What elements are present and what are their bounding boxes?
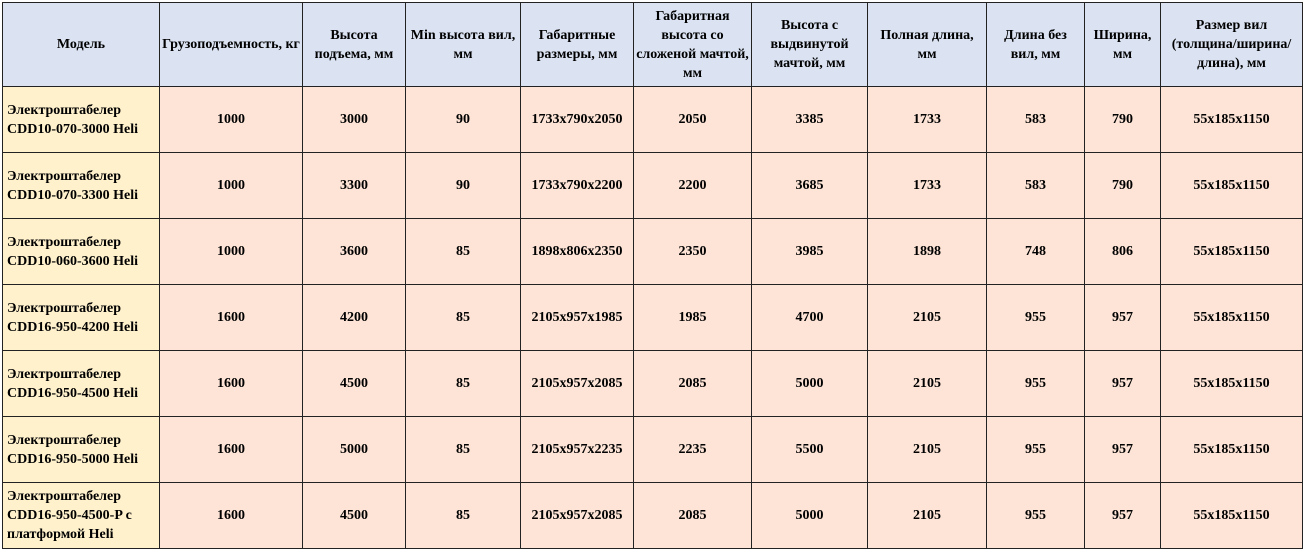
table-cell-capacity: 1600 [160, 351, 303, 417]
header-width: Ширина, мм [1085, 3, 1161, 87]
table-cell-capacity: 1000 [160, 87, 303, 153]
table-cell-lift-height: 3600 [303, 219, 406, 285]
header-min-fork-height: Min высота вил, мм [406, 3, 521, 87]
table-body [3, 87, 1303, 549]
table-cell-dimensions: 2105x957x2085 [521, 483, 634, 549]
model-cell: Электроштабелер CDD10-070-3000 Heli [3, 87, 160, 153]
table-cell-fork-size: 55x185x1150 [1161, 87, 1303, 153]
table-cell-lift-height: 4500 [303, 483, 406, 549]
table-cell-min-fork-height: 85 [406, 483, 521, 549]
table-row [3, 153, 1303, 219]
table-cell-capacity: 1600 [160, 417, 303, 483]
table-cell-length-no-forks: 955 [987, 417, 1085, 483]
table-cell-collapsed-height: 2085 [634, 351, 752, 417]
table-cell-fork-size: 55x185x1150 [1161, 483, 1303, 549]
table-cell-total-length: 1898 [868, 219, 987, 285]
table-cell-width: 957 [1085, 351, 1161, 417]
table-row [3, 219, 1303, 285]
table-cell-extended-height: 5000 [752, 351, 868, 417]
table-cell-total-length: 2105 [868, 351, 987, 417]
model-cell: Электроштабелер CDD16-950-4500-P с платформой Heli [3, 483, 160, 549]
table-cell-width: 806 [1085, 219, 1161, 285]
table-cell-total-length: 2105 [868, 417, 987, 483]
table-cell-fork-size: 55x185x1150 [1161, 153, 1303, 219]
table-cell-length-no-forks: 583 [987, 87, 1085, 153]
header-collapsed-height: Габаритная высота со сложеной мачтой, мм [634, 3, 752, 87]
table-row [3, 351, 1303, 417]
table-cell-extended-height: 5500 [752, 417, 868, 483]
header-dimensions: Габаритные размеры, мм [521, 3, 634, 87]
table-cell-width: 957 [1085, 285, 1161, 351]
table-cell-capacity: 1000 [160, 219, 303, 285]
table-cell-capacity: 1000 [160, 153, 303, 219]
table-row [3, 417, 1303, 483]
table-cell-total-length: 1733 [868, 153, 987, 219]
table-cell-fork-size: 55x185x1150 [1161, 417, 1303, 483]
table-cell-lift-height: 3300 [303, 153, 406, 219]
table-cell-extended-height: 4700 [752, 285, 868, 351]
header-capacity: Грузоподъемность, кг [160, 3, 303, 87]
table-cell-length-no-forks: 955 [987, 351, 1085, 417]
table-cell-total-length: 2105 [868, 285, 987, 351]
header-fork-size: Размер вил (толщина/ширина/длина), мм [1161, 3, 1303, 87]
table-cell-capacity: 1600 [160, 483, 303, 549]
table-row [3, 87, 1303, 153]
table-cell-collapsed-height: 2350 [634, 219, 752, 285]
table-cell-collapsed-height: 2200 [634, 153, 752, 219]
table-cell-collapsed-height: 2050 [634, 87, 752, 153]
header-model: Модель [3, 3, 160, 87]
model-cell: Электроштабелер CDD10-060-3600 Heli [3, 219, 160, 285]
table-cell-lift-height: 5000 [303, 417, 406, 483]
table-cell-dimensions: 1733x790x2200 [521, 153, 634, 219]
header-lift-height: Высота подъема, мм [303, 3, 406, 87]
table-cell-width: 957 [1085, 417, 1161, 483]
table-cell-extended-height: 3385 [752, 87, 868, 153]
header-row [3, 3, 1303, 87]
table-cell-collapsed-height: 1985 [634, 285, 752, 351]
model-cell: Электроштабелер CDD10-070-3300 Heli [3, 153, 160, 219]
table-cell-extended-height: 5000 [752, 483, 868, 549]
table-cell-dimensions: 1898x806x2350 [521, 219, 634, 285]
header-total-length: Полная длина, мм [868, 3, 987, 87]
table-cell-length-no-forks: 748 [987, 219, 1085, 285]
header-extended-height: Высота с выдвинутой мачтой, мм [752, 3, 868, 87]
table-cell-length-no-forks: 583 [987, 153, 1085, 219]
table-cell-width: 957 [1085, 483, 1161, 549]
table-cell-extended-height: 3685 [752, 153, 868, 219]
table-cell-dimensions: 1733x790x2050 [521, 87, 634, 153]
table-cell-fork-size: 55x185x1150 [1161, 351, 1303, 417]
table-cell-collapsed-height: 2085 [634, 483, 752, 549]
table-row [3, 483, 1303, 549]
table-header [3, 3, 1303, 87]
table-cell-total-length: 2105 [868, 483, 987, 549]
table-cell-min-fork-height: 85 [406, 351, 521, 417]
table-cell-lift-height: 4200 [303, 285, 406, 351]
table-cell-lift-height: 4500 [303, 351, 406, 417]
table-cell-length-no-forks: 955 [987, 285, 1085, 351]
table-cell-width: 790 [1085, 153, 1161, 219]
model-cell: Электроштабелер CDD16-950-4200 Heli [3, 285, 160, 351]
table-cell-dimensions: 2105x957x1985 [521, 285, 634, 351]
table-cell-width: 790 [1085, 87, 1161, 153]
table-row [3, 285, 1303, 351]
table-cell-total-length: 1733 [868, 87, 987, 153]
table-cell-length-no-forks: 955 [987, 483, 1085, 549]
table-cell-capacity: 1600 [160, 285, 303, 351]
table-cell-min-fork-height: 90 [406, 87, 521, 153]
table-cell-min-fork-height: 85 [406, 219, 521, 285]
model-cell: Электроштабелер CDD16-950-4500 Heli [3, 351, 160, 417]
table-cell-collapsed-height: 2235 [634, 417, 752, 483]
table-cell-fork-size: 55x185x1150 [1161, 219, 1303, 285]
table-cell-min-fork-height: 85 [406, 285, 521, 351]
model-cell: Электроштабелер CDD16-950-5000 Heli [3, 417, 160, 483]
header-length-no-forks: Длина без вил, мм [987, 3, 1085, 87]
specs-table [2, 2, 1303, 549]
table-cell-min-fork-height: 85 [406, 417, 521, 483]
table-cell-extended-height: 3985 [752, 219, 868, 285]
table-cell-lift-height: 3000 [303, 87, 406, 153]
table-cell-dimensions: 2105x957x2085 [521, 351, 634, 417]
table-cell-min-fork-height: 90 [406, 153, 521, 219]
table-cell-fork-size: 55x185x1150 [1161, 285, 1303, 351]
table-cell-dimensions: 2105x957x2235 [521, 417, 634, 483]
